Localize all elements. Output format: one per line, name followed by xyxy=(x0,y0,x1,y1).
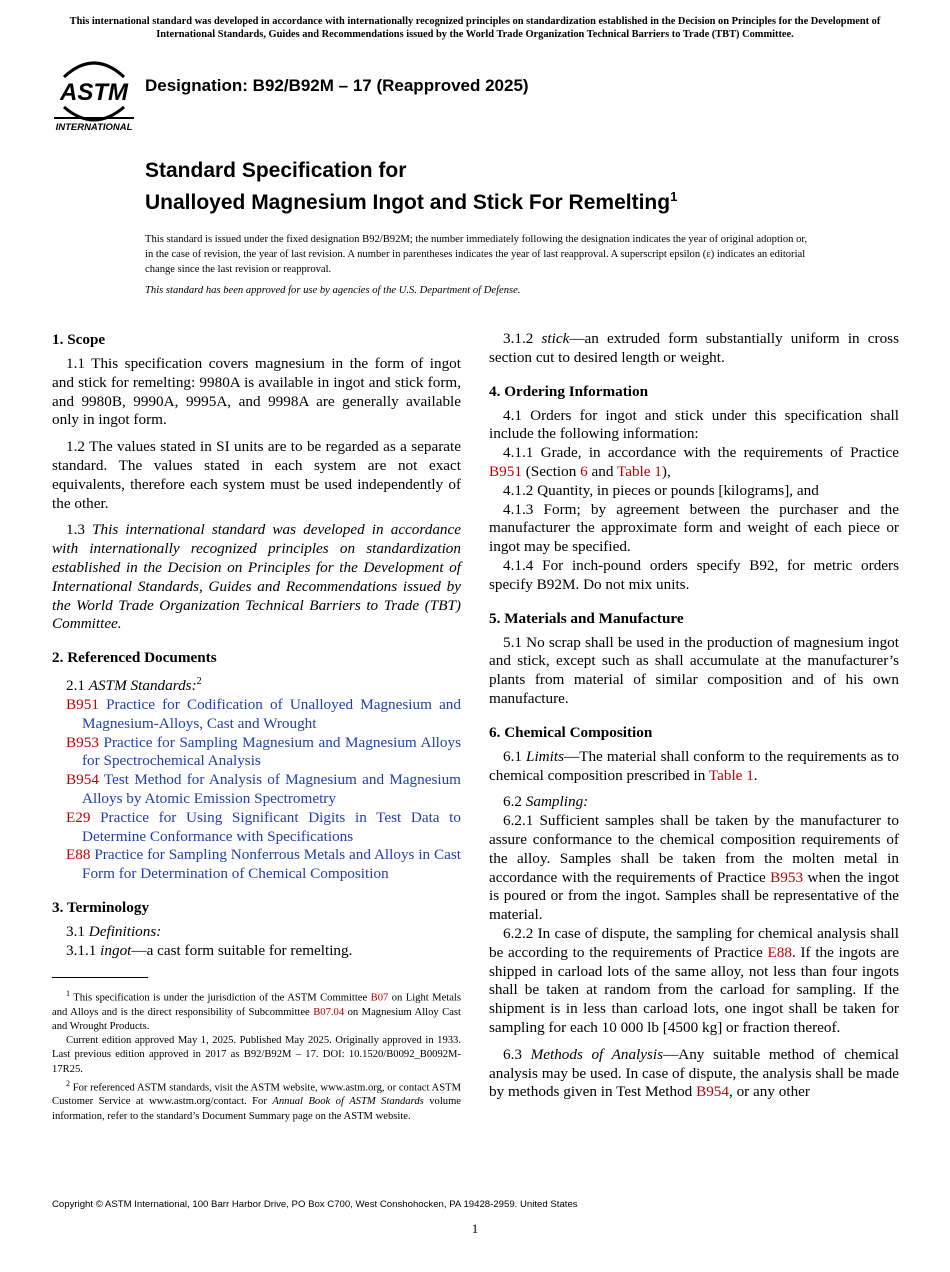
para-3-1-text: Definitions: xyxy=(88,922,162,940)
b954-link[interactable]: B954 xyxy=(696,1083,729,1101)
ref-title-link[interactable]: Test Method for Analysis of Magnesium and Magnesium Alloys by Atomic Emission Spectrometry xyxy=(82,771,461,807)
footnote-1-mark: 1 xyxy=(66,989,70,998)
e88-link[interactable]: E88 xyxy=(767,943,792,961)
section-4-heading: 4. Ordering Information xyxy=(489,382,649,400)
para-4-1-1-text-b: (Section xyxy=(525,462,577,480)
footnote-2-text-b: volume information, refer to the standard’s Document Summary page on the ASTM website. xyxy=(52,1096,462,1122)
ref-item[interactable] xyxy=(52,696,461,734)
para-2-1-footnote-mark: 2 xyxy=(196,676,202,688)
footnote-1-text-a: This specification is under the jurisdiction of the ASTM Committee xyxy=(73,992,368,1004)
term-methods-of-analysis: Methods of Analysis xyxy=(530,1045,664,1063)
para-6-3-text-b: , or any other xyxy=(728,1083,810,1101)
para-4-1-4: 4.1.4 For inch-pound orders specify B92, for metric orders specify B92M. Do not mix units. xyxy=(489,556,899,593)
subcommittee-b0704-link[interactable]: B07.04 xyxy=(313,1006,345,1018)
footnote-2-italic: Annual Book of ASTM Standards xyxy=(272,1096,424,1108)
para-6-2-number: 6.2 xyxy=(503,793,522,811)
footnote-1-text-c: on Magnesium Alloy Cast and Wrought Products. xyxy=(52,1006,461,1032)
tbt-notice: This international standard was developed in accordance with internationally recognized principles on standardization established in the Decision on Principles for the Development of International Standards, Guides and Recommendations issued by the World Trade Organization Technical Barriers to Trade (TBT) Committee. xyxy=(69,16,881,40)
document-title xyxy=(145,158,677,216)
para-3-1-number: 3.1 xyxy=(66,922,85,940)
para-1-3 xyxy=(52,521,461,634)
para-6-1-text: —The material shall conform to the requirements as to chemical composition prescribed in xyxy=(489,747,899,784)
section-3-heading: 3. Terminology xyxy=(52,898,150,916)
para-4-1-1-text-a: 4.1.1 Grade, in accordance with the requirements of Practice xyxy=(503,444,899,462)
para-6-2 xyxy=(489,793,899,812)
para-6-3-number: 6.3 xyxy=(503,1045,522,1063)
para-6-2-2-text-a: 6.2.2 In case of dispute, the sampling for chemical analysis shall be according to the requirements of Practice xyxy=(489,924,899,961)
section-1-heading: 1. Scope xyxy=(52,331,106,348)
footnote-2 xyxy=(52,1077,461,1124)
para-5-1: 5.1 No scrap shall be used in the production of magnesium ingot and stick, except such as shall accumulate at the manufacturer’s plants from material of similar composition and of his own manufacture. xyxy=(489,633,899,707)
footnote-2-mark: 2 xyxy=(66,1078,70,1088)
section-6-link[interactable]: 6 xyxy=(580,462,588,480)
footnote-1-edition: Current edition approved May 1, 2025. Published May 2025. Originally approved in 1933. Last previous edition approved in 2017 as B92/B92M – 17. DOI: 10.1520/B0092_B0092M-17R25. xyxy=(52,1035,461,1075)
ref-item[interactable] xyxy=(52,771,461,809)
para-1-1: 1.1 This specification covers magnesium in the form of ingot and stick for remelting: 9980A is available in ingot and stick form, and 9980B, 9990A, 9995A, and 9998A are generally available only in ingot form. xyxy=(52,355,461,429)
para-2-1 xyxy=(52,673,461,696)
para-6-2-2 xyxy=(489,925,899,1038)
footnote-1-text-b: on Light Metals and Alloys and is the direct responsibility of Subcommittee xyxy=(52,992,461,1018)
section-5-heading: 5. Materials and Manufacture xyxy=(489,609,684,627)
para-4-1: 4.1 Orders for ingot and stick under this specification shall include the following information: xyxy=(489,406,899,443)
section-2-heading: 2. Referenced Documents xyxy=(52,649,217,667)
term-sampling: Sampling: xyxy=(525,793,589,811)
para-4-1-1-text-d: ), xyxy=(661,462,671,480)
b953-link[interactable]: B953 xyxy=(770,868,804,886)
term-ingot: ingot xyxy=(100,941,132,959)
ref-code-link[interactable]: B951 xyxy=(66,696,99,714)
term-stick: stick xyxy=(541,330,570,347)
para-1-3-number: 1.3 xyxy=(66,521,85,539)
title-line-1: Standard Specification for xyxy=(145,159,407,182)
para-1-3-text: This international standard was developed in accordance with internationally recognized principles on standardization established in the Decision on Principles for the Development of International Standards, Guides and Recommendations issued by the World Trade Organization Technical Barriers to Trade (TBT) Committee. xyxy=(52,521,462,633)
logo-subtext: INTERNATIONAL xyxy=(55,122,133,133)
para-6-2-1 xyxy=(489,812,899,925)
para-6-3-text-a: —Any suitable method of chemical analysis may be used. In case of dispute, the analysis shall be made by methods given in Test Method xyxy=(489,1045,899,1101)
dod-approval-note: This standard has been approved for use by agencies of the U.S. Department of Defense. xyxy=(145,285,521,296)
para-6-3 xyxy=(489,1046,899,1102)
table-1-link[interactable]: Table 1 xyxy=(617,462,662,480)
designation: Designation: B92/B92M – 17 (Reapproved 2025) xyxy=(145,76,529,95)
para-3-1 xyxy=(52,923,461,942)
right-column xyxy=(489,330,899,1102)
ref-item[interactable] xyxy=(52,809,461,847)
footnote-1 xyxy=(52,987,461,1034)
ref-code-link[interactable]: E29 xyxy=(66,808,91,826)
ref-code-link[interactable]: E88 xyxy=(66,846,91,864)
para-6-2-1-text-b: when the ingot is poured or from the ingot. Samples shall be representative of the material. xyxy=(489,868,900,924)
para-6-2-1-text-a: 6.2.1 Sufficient samples shall be taken by the manufacturer to assure conformance to the chemical composition requirements of the alloy. Samples shall be taken from the molten metal in accordance with the requirements of Practice xyxy=(489,812,899,886)
para-6-1: 6.1 Limits—The material shall conform to the requirements as to chemical composition prescribed in Table 1. xyxy=(489,747,899,784)
title-line-2 xyxy=(145,184,677,216)
ref-title-link[interactable]: Practice for Using Significant Digits in Test Data to Determine Conformance with Specifications xyxy=(82,808,461,845)
astm-logo xyxy=(52,55,136,133)
para-3-1-1 xyxy=(52,942,461,961)
footnote-rule xyxy=(52,977,148,978)
footnote-2-text-a: For referenced ASTM standards, visit the ASTM website, www.astm.org, or contact ASTM Customer Service at www.astm.org/contact. For xyxy=(52,1082,461,1108)
b951-link[interactable]: B951 xyxy=(489,462,522,480)
left-column xyxy=(52,330,461,961)
copyright: Copyright © ASTM International, 100 Barr Harbor Drive, PO Box C700, West Conshohocken, PA 19428-2959. United States xyxy=(52,1199,578,1210)
title-line-2-text: Unalloyed Magnesium Ingot and Stick For Remelting xyxy=(145,191,671,214)
para-3-1-2-number: 3.1.2 xyxy=(503,330,534,347)
ref-title-link[interactable]: Practice for Codification of Unalloyed Magnesium and Magnesium-Alloys, Cast and Wrought xyxy=(82,696,461,732)
para-2-1-number: 2.1 xyxy=(66,677,85,695)
para-3-1-1-number: 3.1.1 xyxy=(66,941,97,959)
para-3-1-2 xyxy=(489,330,899,368)
title-footnote-mark: 1 xyxy=(670,189,678,204)
para-6-1-number: 6.1 xyxy=(503,747,522,765)
para-4-1-3: 4.1.3 Form; by agreement between the purchaser and the manufacturer the approximate form and weight of each piece or ingot may be specified. xyxy=(489,500,899,556)
para-4-1-1-text-c: and xyxy=(591,462,614,480)
section-6-heading: 6. Chemical Composition xyxy=(489,723,653,741)
para-3-1-1-text: —a cast form suitable for remelting. xyxy=(131,941,353,959)
ref-item[interactable] xyxy=(52,734,461,772)
ref-code-link[interactable]: B953 xyxy=(66,733,99,751)
term-limits: Limits xyxy=(526,747,564,765)
table-1-link[interactable]: Table 1 xyxy=(708,766,754,784)
para-2-1-text: ASTM Standards: xyxy=(88,677,197,695)
para-3-1-2-text: —an extruded form substantially uniform in cross section cut to desired length or weight. xyxy=(489,330,899,366)
page-number: 1 xyxy=(471,1221,479,1236)
para-4-1-1 xyxy=(489,444,899,482)
issuance-note: This standard is issued under the fixed designation B92/B92M; the number immediately following the designation indicates the year of original adoption or, in the case of revision, the year of last revision. A number in parentheses indicates the year of last reapproval. A superscript epsilon (ε) indicates an editorial change since the last revision or reapproval. xyxy=(145,234,808,275)
para-4-1-2: 4.1.2 Quantity, in pieces or pounds [kilograms], and xyxy=(503,481,819,499)
committee-b07-link[interactable]: B07 xyxy=(370,992,389,1004)
para-1-2: 1.2 The values stated in SI units are to be regarded as a separate standard. The values stated in each system are not exact equivalents, therefore each system must be used independently of the other. xyxy=(52,438,461,512)
ref-item[interactable] xyxy=(52,846,461,884)
ref-title-link[interactable]: Practice for Sampling Magnesium and Magnesium Alloys for Spectrochemical Analysis xyxy=(82,733,462,770)
ref-title-link[interactable]: Practice for Sampling Nonferrous Metals and Alloys in Cast Form for Determination of Chemical Composition xyxy=(82,846,462,883)
ref-code-link[interactable]: B954 xyxy=(66,771,99,789)
logo-text: ASTM xyxy=(60,79,128,106)
footnotes xyxy=(52,987,461,1124)
para-6-2-2-text-b: . If the ingots are shipped in carload lots of the same alloy, not less than four ingots shall be taken at random from the carload for sampling. If the shipment is in less than carload lots, one ingot shall be taken for sampling for each 10 000 lb [4500 kg] or fraction thereof. xyxy=(489,943,900,1036)
